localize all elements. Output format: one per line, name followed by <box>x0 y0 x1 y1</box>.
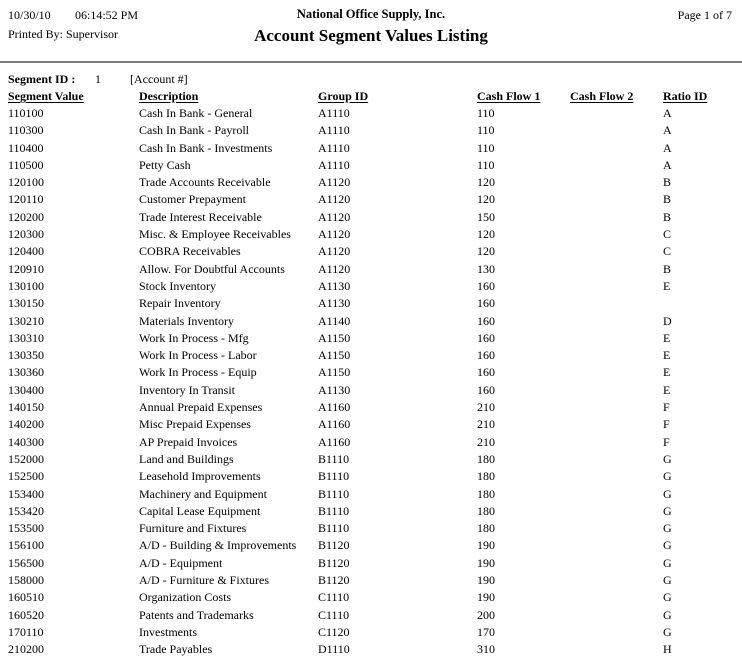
col-header-ratio-id <box>663 90 742 105</box>
segment-value-cell: 110100 <box>8 106 44 120</box>
col-header-description-label: Description <box>139 89 199 103</box>
table-row <box>0 434 742 451</box>
description-cell: Investments <box>139 624 197 639</box>
ratio-id-cell: E <box>663 382 671 397</box>
segment-value-cell: 152000 <box>8 451 44 466</box>
segment-value-cell: 130350 <box>8 348 44 363</box>
cash-flow-2-cell <box>570 607 663 624</box>
group-id-cell: A1120 <box>318 192 351 207</box>
ratio-id-cell: F <box>663 400 670 415</box>
segment-value-cell: 120100 <box>8 175 44 190</box>
cash-flow-2-cell <box>570 140 663 157</box>
group-id-cell: B1110 <box>318 451 350 466</box>
description-cell: A/D - Building & Improvements <box>139 538 297 553</box>
description-cell: Organization Costs <box>139 590 232 605</box>
cash-flow-1-cell: 210 <box>477 400 495 415</box>
cash-flow-2-cell <box>570 295 663 312</box>
cash-flow-1-cell: 150 <box>477 209 495 224</box>
ratio-id-cell: D <box>663 313 672 328</box>
segment-name: [Account #] <box>130 72 188 86</box>
group-id-cell: A1110 <box>318 106 350 120</box>
cash-flow-1-cell: 190 <box>477 555 495 570</box>
description-cell: Allow. For Doubtful Accounts <box>139 261 285 276</box>
segment-value-cell: 130360 <box>8 365 44 380</box>
segment-value-cell: 158000 <box>8 573 44 588</box>
group-id-cell: A1150 <box>318 348 351 363</box>
table-row <box>0 174 742 191</box>
segment-value-cell: 210200 <box>8 642 44 657</box>
ratio-id-cell: E <box>663 330 671 345</box>
col-header-segment-value <box>8 90 139 105</box>
ratio-id-cell: G <box>663 590 672 605</box>
cash-flow-2-cell <box>570 503 663 520</box>
cash-flow-2-cell <box>570 572 663 589</box>
ratio-id-cell: F <box>663 417 670 432</box>
segment-value-cell: 156100 <box>8 538 44 553</box>
description-cell: Petty Cash <box>139 157 191 172</box>
group-id-cell: B1120 <box>318 538 350 553</box>
header-divider <box>0 61 742 63</box>
description-cell: Customer Prepayment <box>139 192 246 207</box>
segment-value-cell: 120910 <box>8 261 44 276</box>
group-id-cell: A1160 <box>318 434 351 449</box>
col-header-ratio-id-label: Ratio ID <box>663 89 708 103</box>
description-cell: Cash In Bank - General <box>139 106 253 120</box>
cash-flow-1-cell: 310 <box>477 642 495 657</box>
table-row <box>0 416 742 433</box>
segment-value-cell: 110400 <box>8 140 44 155</box>
ratio-id-cell <box>663 295 742 312</box>
cash-flow-1-cell: 110 <box>477 106 495 120</box>
ratio-id-cell: C <box>663 227 672 242</box>
cash-flow-1-cell: 160 <box>477 348 495 363</box>
table-row <box>0 226 742 243</box>
cash-flow-2-cell <box>570 399 663 416</box>
group-id-cell: A1130 <box>318 296 351 311</box>
group-id-cell: B1110 <box>318 521 350 536</box>
cash-flow-1-cell: 190 <box>477 590 495 605</box>
table-row <box>0 520 742 537</box>
description-cell: Inventory In Transit <box>139 382 235 397</box>
cash-flow-2-cell <box>570 434 663 451</box>
group-id-cell: A1150 <box>318 330 351 345</box>
segment-value-cell: 170110 <box>8 624 44 639</box>
description-cell: Furniture and Fixtures <box>139 521 247 536</box>
col-header-cash-flow-2 <box>570 90 663 105</box>
table-row <box>0 641 742 658</box>
description-cell: Trade Interest Receivable <box>139 209 262 224</box>
table-row <box>0 399 742 416</box>
table-row <box>0 364 742 381</box>
cash-flow-1-cell: 190 <box>477 538 495 553</box>
cash-flow-1-cell: 160 <box>477 330 495 345</box>
table-row <box>0 624 742 641</box>
ratio-id-cell: G <box>663 555 672 570</box>
col-header-description <box>139 90 318 105</box>
description-cell: Patents and Trademarks <box>139 607 254 622</box>
printed-by: Printed By: Supervisor <box>8 27 118 41</box>
cash-flow-2-cell <box>570 641 663 658</box>
group-id-cell: A1150 <box>318 365 351 380</box>
ratio-id-cell: A <box>663 106 672 120</box>
cash-flow-2-cell <box>570 589 663 606</box>
table-body <box>0 105 742 658</box>
cash-flow-2-cell <box>570 261 663 278</box>
cash-flow-1-cell: 210 <box>477 417 495 432</box>
cash-flow-2-cell <box>570 382 663 399</box>
description-cell: Work In Process - Mfg <box>139 330 249 345</box>
ratio-id-cell: G <box>663 607 672 622</box>
table-row <box>0 572 742 589</box>
description-cell: Materials Inventory <box>139 313 234 328</box>
description-cell: Misc Prepaid Expenses <box>139 417 251 432</box>
cash-flow-1-cell: 110 <box>477 140 495 155</box>
ratio-id-cell: E <box>663 278 671 293</box>
cash-flow-2-cell <box>570 122 663 139</box>
segment-value-cell: 120400 <box>8 244 44 259</box>
group-id-cell: A1110 <box>318 140 350 155</box>
description-cell: Misc. & Employee Receivables <box>139 227 291 242</box>
ratio-id-cell: B <box>663 261 672 276</box>
cash-flow-1-cell: 120 <box>477 192 495 207</box>
table-row <box>0 209 742 226</box>
table-row <box>0 105 742 122</box>
ratio-id-cell: G <box>663 521 672 536</box>
group-id-cell: A1120 <box>318 261 351 276</box>
segment-id-label: Segment ID : <box>8 72 76 86</box>
report-title: Account Segment Values Listing <box>254 26 488 45</box>
group-id-cell: A1160 <box>318 400 351 415</box>
ratio-id-cell: A <box>663 140 672 155</box>
print-date: 10/30/10 <box>8 8 51 22</box>
ratio-id-cell: G <box>663 624 672 639</box>
description-cell: A/D - Furniture & Fixtures <box>139 573 269 588</box>
segment-value-cell: 153500 <box>8 521 44 536</box>
ratio-id-cell: F <box>663 434 670 449</box>
segment-value-cell: 153400 <box>8 486 44 501</box>
group-id-cell: A1130 <box>318 382 351 397</box>
description-cell: Capital Lease Equipment <box>139 503 261 518</box>
cash-flow-1-cell: 180 <box>477 486 495 501</box>
table-row <box>0 140 742 157</box>
ratio-id-cell: B <box>663 175 672 190</box>
ratio-id-cell: A <box>663 123 672 138</box>
segment-values-table <box>0 90 742 658</box>
group-id-cell: A1130 <box>318 278 351 293</box>
table-row <box>0 589 742 606</box>
cash-flow-1-cell: 200 <box>477 607 495 622</box>
group-id-cell: A1120 <box>318 175 351 190</box>
table-row <box>0 382 742 399</box>
segment-value-cell: 110300 <box>8 123 44 138</box>
group-id-cell: A1110 <box>318 157 350 172</box>
cash-flow-2-cell <box>570 451 663 468</box>
cash-flow-2-cell <box>570 313 663 330</box>
segment-value-cell: 120300 <box>8 227 44 242</box>
segment-value-cell: 110500 <box>8 157 44 172</box>
ratio-id-cell: E <box>663 365 671 380</box>
description-cell: Stock Inventory <box>139 278 216 293</box>
table-row <box>0 555 742 572</box>
segment-value-cell: 152500 <box>8 469 44 484</box>
cash-flow-1-cell: 180 <box>477 521 495 536</box>
cash-flow-2-cell <box>570 278 663 295</box>
cash-flow-2-cell <box>570 174 663 191</box>
segment-value-cell: 153420 <box>8 503 44 518</box>
cash-flow-1-cell: 160 <box>477 278 495 293</box>
ratio-id-cell: G <box>663 451 672 466</box>
ratio-id-cell: A <box>663 157 672 172</box>
table-row <box>0 191 742 208</box>
cash-flow-1-cell: 180 <box>477 451 495 466</box>
cash-flow-1-cell: 180 <box>477 503 495 518</box>
table-row <box>0 157 742 174</box>
cash-flow-2-cell <box>570 555 663 572</box>
description-cell: AP Prepaid Invoices <box>139 434 238 449</box>
cash-flow-1-cell: 160 <box>477 296 495 311</box>
segment-value-cell: 130210 <box>8 313 44 328</box>
group-id-cell: A1110 <box>318 123 350 138</box>
description-cell: Repair Inventory <box>139 296 221 311</box>
table-row <box>0 347 742 364</box>
segment-value-cell: 130100 <box>8 278 44 293</box>
group-id-cell: B1110 <box>318 486 350 501</box>
ratio-id-cell: C <box>663 244 672 259</box>
segment-value-cell: 130400 <box>8 382 44 397</box>
description-cell: Cash In Bank - Investments <box>139 140 273 155</box>
description-cell: Land and Buildings <box>139 451 234 466</box>
cash-flow-1-cell: 160 <box>477 382 495 397</box>
ratio-id-cell: G <box>663 538 672 553</box>
report-header <box>0 0 742 64</box>
description-cell: Machinery and Equipment <box>139 486 267 501</box>
cash-flow-2-cell <box>570 243 663 260</box>
group-id-cell: B1120 <box>318 573 350 588</box>
cash-flow-2-cell <box>570 157 663 174</box>
cash-flow-2-cell <box>570 191 663 208</box>
cash-flow-1-cell: 210 <box>477 434 495 449</box>
ratio-id-cell: G <box>663 486 672 501</box>
group-id-cell: A1120 <box>318 244 351 259</box>
cash-flow-2-cell <box>570 105 663 122</box>
description-cell: Cash In Bank - Payroll <box>139 123 249 138</box>
table-row <box>0 243 742 260</box>
cash-flow-2-cell <box>570 226 663 243</box>
cash-flow-2-cell <box>570 624 663 641</box>
col-header-group-id-label: Group ID <box>318 89 369 103</box>
table-row <box>0 486 742 503</box>
table-row <box>0 468 742 485</box>
table-row <box>0 313 742 330</box>
table-row <box>0 537 742 554</box>
group-id-cell: C1120 <box>318 624 350 639</box>
cash-flow-1-cell: 160 <box>477 313 495 328</box>
cash-flow-1-cell: 180 <box>477 469 495 484</box>
table-row <box>0 295 742 312</box>
cash-flow-2-cell <box>570 486 663 503</box>
ratio-id-cell: G <box>663 503 672 518</box>
cash-flow-2-cell <box>570 520 663 537</box>
print-time: 06:14:52 PM <box>75 8 139 22</box>
description-cell: Work In Process - Labor <box>139 348 257 363</box>
ratio-id-cell: H <box>663 642 672 657</box>
description-cell: Annual Prepaid Expenses <box>139 400 263 415</box>
segment-value-cell: 160510 <box>8 590 44 605</box>
page-number: Page 1 of 7 <box>677 8 732 22</box>
cash-flow-2-cell <box>570 468 663 485</box>
ratio-id-cell: B <box>663 209 672 224</box>
col-header-cash-flow-1 <box>477 90 570 105</box>
table-row <box>0 503 742 520</box>
ratio-id-cell: G <box>663 469 672 484</box>
group-id-cell: B1120 <box>318 555 350 570</box>
description-cell: COBRA Receivables <box>139 244 241 259</box>
segment-value-cell: 140300 <box>8 434 44 449</box>
company-name: National Office Supply, Inc. <box>296 7 446 21</box>
cash-flow-2-cell <box>570 347 663 364</box>
group-id-cell: A1120 <box>318 209 351 224</box>
cash-flow-1-cell: 170 <box>477 624 495 639</box>
cash-flow-2-cell <box>570 209 663 226</box>
cash-flow-2-cell <box>570 537 663 554</box>
segment-id-line <box>0 72 742 88</box>
segment-value-cell: 120200 <box>8 209 44 224</box>
cash-flow-1-cell: 110 <box>477 123 495 138</box>
cash-flow-2-cell <box>570 364 663 381</box>
segment-id-value: 1 <box>95 72 101 86</box>
cash-flow-1-cell: 110 <box>477 157 495 172</box>
table-row <box>0 607 742 624</box>
cash-flow-1-cell: 120 <box>477 244 495 259</box>
cash-flow-1-cell: 130 <box>477 261 495 276</box>
col-header-group-id <box>318 90 477 105</box>
group-id-cell: C1110 <box>318 607 350 622</box>
ratio-id-cell: B <box>663 192 672 207</box>
group-id-cell: B1110 <box>318 503 350 518</box>
table-row <box>0 261 742 278</box>
group-id-cell: B1110 <box>318 469 350 484</box>
group-id-cell: A1160 <box>318 417 351 432</box>
ratio-id-cell: E <box>663 348 671 363</box>
cash-flow-1-cell: 120 <box>477 227 495 242</box>
segment-value-cell: 156500 <box>8 555 44 570</box>
cash-flow-2-cell <box>570 330 663 347</box>
table-row <box>0 278 742 295</box>
segment-value-cell: 140200 <box>8 417 44 432</box>
col-header-segment-value-label: Segment Value <box>8 89 84 103</box>
description-cell: Work In Process - Equip <box>139 365 257 380</box>
ratio-id-cell: G <box>663 573 672 588</box>
group-id-cell: A1140 <box>318 313 351 328</box>
segment-value-cell: 160520 <box>8 607 44 622</box>
description-cell: Leasehold Improvements <box>139 469 261 484</box>
cash-flow-1-cell: 120 <box>477 175 495 190</box>
group-id-cell: D1110 <box>318 642 350 657</box>
cash-flow-1-cell: 190 <box>477 573 495 588</box>
segment-value-cell: 130310 <box>8 330 44 345</box>
table-row <box>0 122 742 139</box>
description-cell: Trade Accounts Receivable <box>139 175 271 190</box>
segment-value-cell: 140150 <box>8 400 44 415</box>
cash-flow-1-cell: 160 <box>477 365 495 380</box>
cash-flow-2-cell <box>570 416 663 433</box>
description-cell: A/D - Equipment <box>139 555 223 570</box>
segment-value-cell: 130150 <box>8 296 44 311</box>
segment-value-cell: 120110 <box>8 192 44 207</box>
table-row <box>0 330 742 347</box>
table-header-row <box>0 90 742 105</box>
description-cell: Trade Payables <box>139 642 213 657</box>
col-header-cash-flow-1-label: Cash Flow 1 <box>477 89 541 103</box>
table-row <box>0 451 742 468</box>
group-id-cell: A1120 <box>318 227 351 242</box>
group-id-cell: C1110 <box>318 590 350 605</box>
col-header-cash-flow-2-label: Cash Flow 2 <box>570 89 634 103</box>
